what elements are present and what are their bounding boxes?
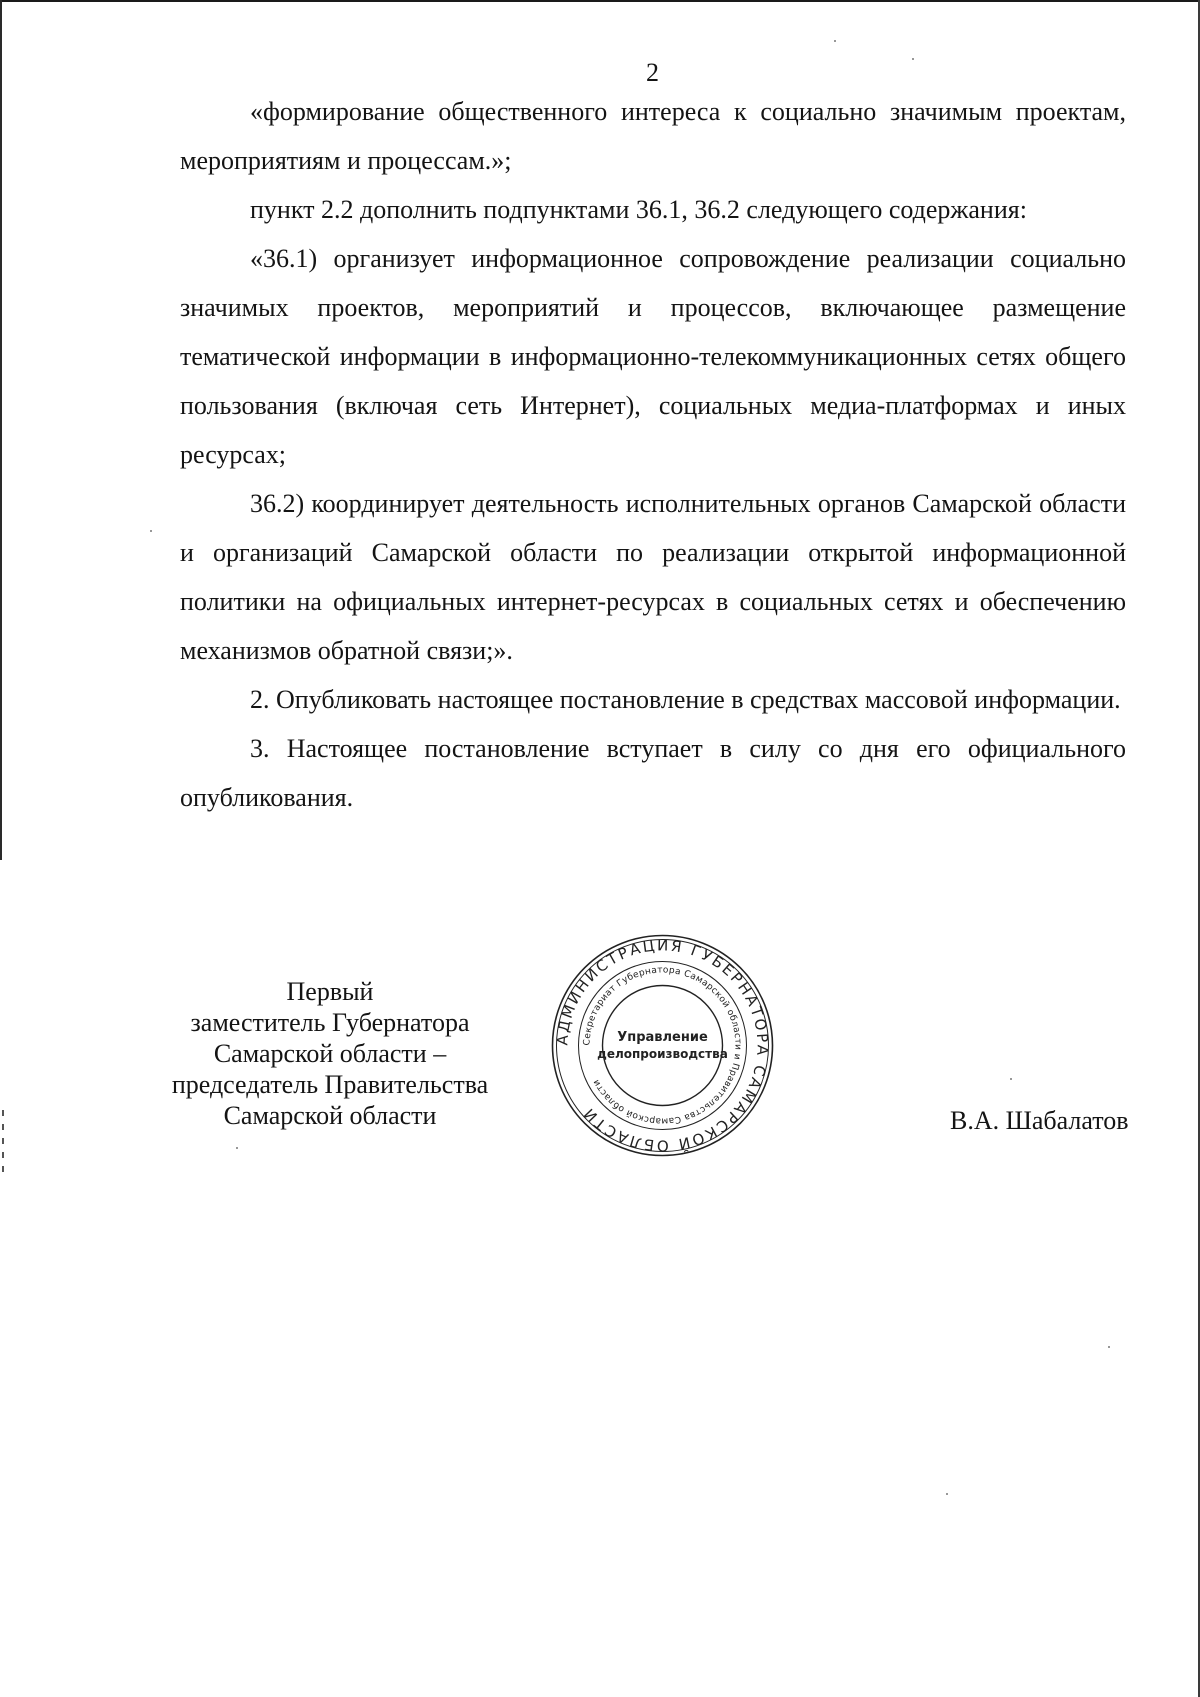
paragraph-item-2-publish: 2. Опубликовать настоящее постановление в средствах массовой информации.: [250, 685, 1121, 714]
scan-left-edge: [0, 0, 2, 860]
paragraph-item-3-effective: 3. Настоящее постановление вступает в силу со дня его официального опубликования.: [180, 734, 1126, 812]
scan-speck: [150, 530, 152, 532]
scan-speck: [236, 1147, 238, 1149]
scan-speck: [834, 40, 836, 42]
signatory-title-line: Первый: [286, 977, 374, 1006]
signatory-title: [150, 976, 510, 1131]
paragraph-amendment-intro: пункт 2.2 дополнить подпунктами 36.1, 36.2 следующего содержания:: [250, 195, 1027, 224]
stamp-center-line: Управление: [617, 1030, 708, 1045]
scan-speck: [1108, 1346, 1110, 1348]
signatory-title-line: председатель Правительства: [171, 1070, 489, 1099]
stamp-middle-text: Секретариат Губернатора Самарской области и Правительства Самарской области: [582, 965, 743, 1126]
signatory-name: В.А. Шабалатов: [950, 1106, 1129, 1135]
scan-top-edge: [0, 0, 1200, 2]
stamp-center-line: делопроизводства: [597, 1047, 728, 1061]
signatory-title-line: Самарской области: [223, 1101, 437, 1130]
signatory-title-line: заместитель Губернатора: [190, 1008, 470, 1037]
stamp-outer-text: АДМИНИСТРАЦИЯ ГУБЕРНАТОРА САМАРСКОЙ ОБЛАСТИ: [553, 936, 772, 1155]
paragraph-subitem-36-2: 36.2) координирует деятельность исполнительных органов Самарской области и организаций Самарской области по реализации открытой информационной политики на официальных интернет-ресурсах в социальных сетях и обеспечению механизмов обратной связи;».: [180, 489, 1126, 665]
scan-speck: [1010, 1078, 1012, 1080]
scan-speck: [946, 1493, 948, 1495]
document-body: [180, 87, 1126, 822]
paragraph-subitem-36-1: «36.1) организует информационное сопровождение реализации социально значимых проектов, мероприятий и процессов, включающее размещение тематической информации в информационно-телекоммуникационных сетях общего пользования (включая сеть Интернет), социальных медиа-платформах и иных ресурсах;: [180, 244, 1126, 469]
scan-left-marks: [2, 1110, 4, 1180]
signatory-title-line: Самарской области –: [213, 1039, 447, 1068]
official-stamp: [550, 933, 775, 1158]
paragraph-quote-continuation: «формирование общественного интереса к социально значимым проектам, мероприятиям и процессам.»;: [180, 97, 1126, 175]
page-number: 2: [646, 58, 659, 87]
